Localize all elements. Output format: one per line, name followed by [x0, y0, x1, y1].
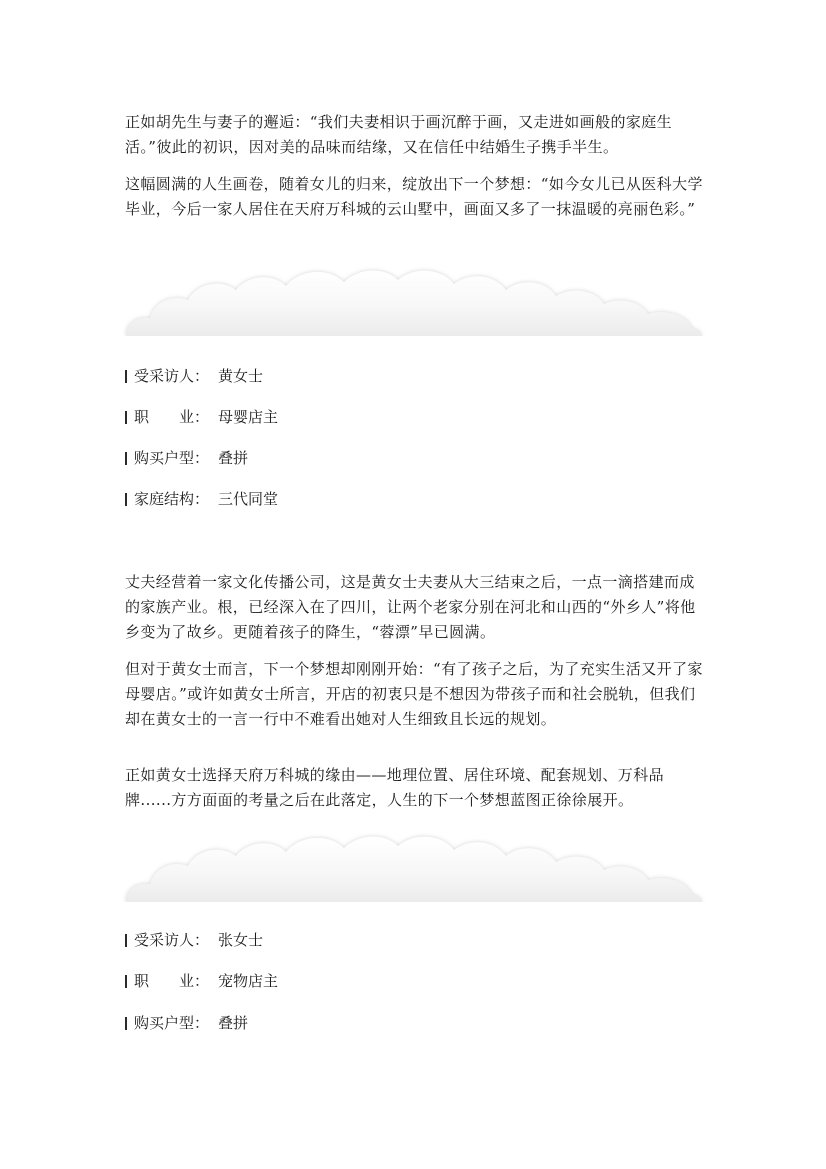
- story-paragraph-3: 正如黄女士选择天府万科城的缘由——地理位置、居住环境、配套规划、万科品牌......方方面面的考量之后在此落定，人生的下一个梦想蓝图正徐徐展开。: [125, 766, 665, 809]
- row-value: 张女士: [218, 931, 264, 949]
- row-value: 黄女士: [218, 367, 264, 385]
- story-paragraph-1: 丈夫经营着一家文化传播公司，这是黄女士夫妻从大三结束之后，一点一滴搭建而成的家族产业。根，已经深入在了四川，让两个老家分别在河北和山西的“外乡人”将他乡变为了故乡。更随着孩子的降生，“蓉漂”早已圆满。: [125, 573, 696, 641]
- row-marker-bar: [125, 411, 127, 424]
- row-marker-bar: [125, 370, 127, 383]
- profile1-row-family: [125, 489, 278, 509]
- row-marker-bar: [125, 493, 127, 506]
- row-value: 叠拼: [218, 1014, 249, 1032]
- intro-paragraph-2: 这幅圆满的人生画卷，随着女儿的归来，绽放出下一个梦想：“如今女儿已从医科大学毕业，今后一家人居住在天府万科城的云山墅中，画面又多了一抹温暖的亮丽色彩。”: [125, 175, 703, 218]
- profile1-row-interviewee: [125, 366, 263, 386]
- profile2-row-interviewee: [125, 930, 263, 950]
- row-value: 母婴店主: [218, 408, 279, 426]
- story-paragraph-2: 但对于黄女士而言，下一个梦想却刚刚开始：“有了孩子之后，为了充实生活又开了家母婴店。”或许如黄女士所言，开店的初衷只是不想因为带孩子而和社会脱轨，但我们却在黄女士的一言一行中不难看出她对人生细致且长远的规划。: [125, 660, 703, 728]
- profile2-row-occupation: [125, 971, 278, 991]
- intro-paragraph-1: 正如胡先生与妻子的邂逅：“我们夫妻相识于画沉醉于画，又走进如画般的家庭生活。”彼此的初识，因对美的品味而结缘，又在信任中结婚生子携手半生。: [125, 113, 673, 156]
- row-label: 职 业：: [134, 408, 210, 426]
- row-value: 三代同堂: [218, 490, 279, 508]
- cloud-divider-icon: [122, 828, 706, 902]
- profile2-row-unit-type: [125, 1013, 248, 1033]
- row-label: 家庭结构：: [134, 490, 210, 508]
- row-marker-bar: [125, 452, 127, 465]
- row-label: 受采访人：: [134, 367, 210, 385]
- row-label: 受采访人：: [134, 931, 210, 949]
- row-value: 叠拼: [218, 449, 249, 467]
- row-marker-bar: [125, 934, 127, 947]
- row-label: 购买户型：: [134, 1014, 210, 1032]
- profile1-row-occupation: [125, 407, 278, 427]
- row-marker-bar: [125, 1017, 127, 1030]
- row-marker-bar: [125, 975, 127, 988]
- profile1-row-unit-type: [125, 448, 248, 468]
- row-label: 职 业：: [134, 972, 210, 990]
- row-label: 购买户型：: [134, 449, 210, 467]
- cloud-divider-icon: [122, 262, 706, 336]
- row-value: 宠物店主: [218, 972, 279, 990]
